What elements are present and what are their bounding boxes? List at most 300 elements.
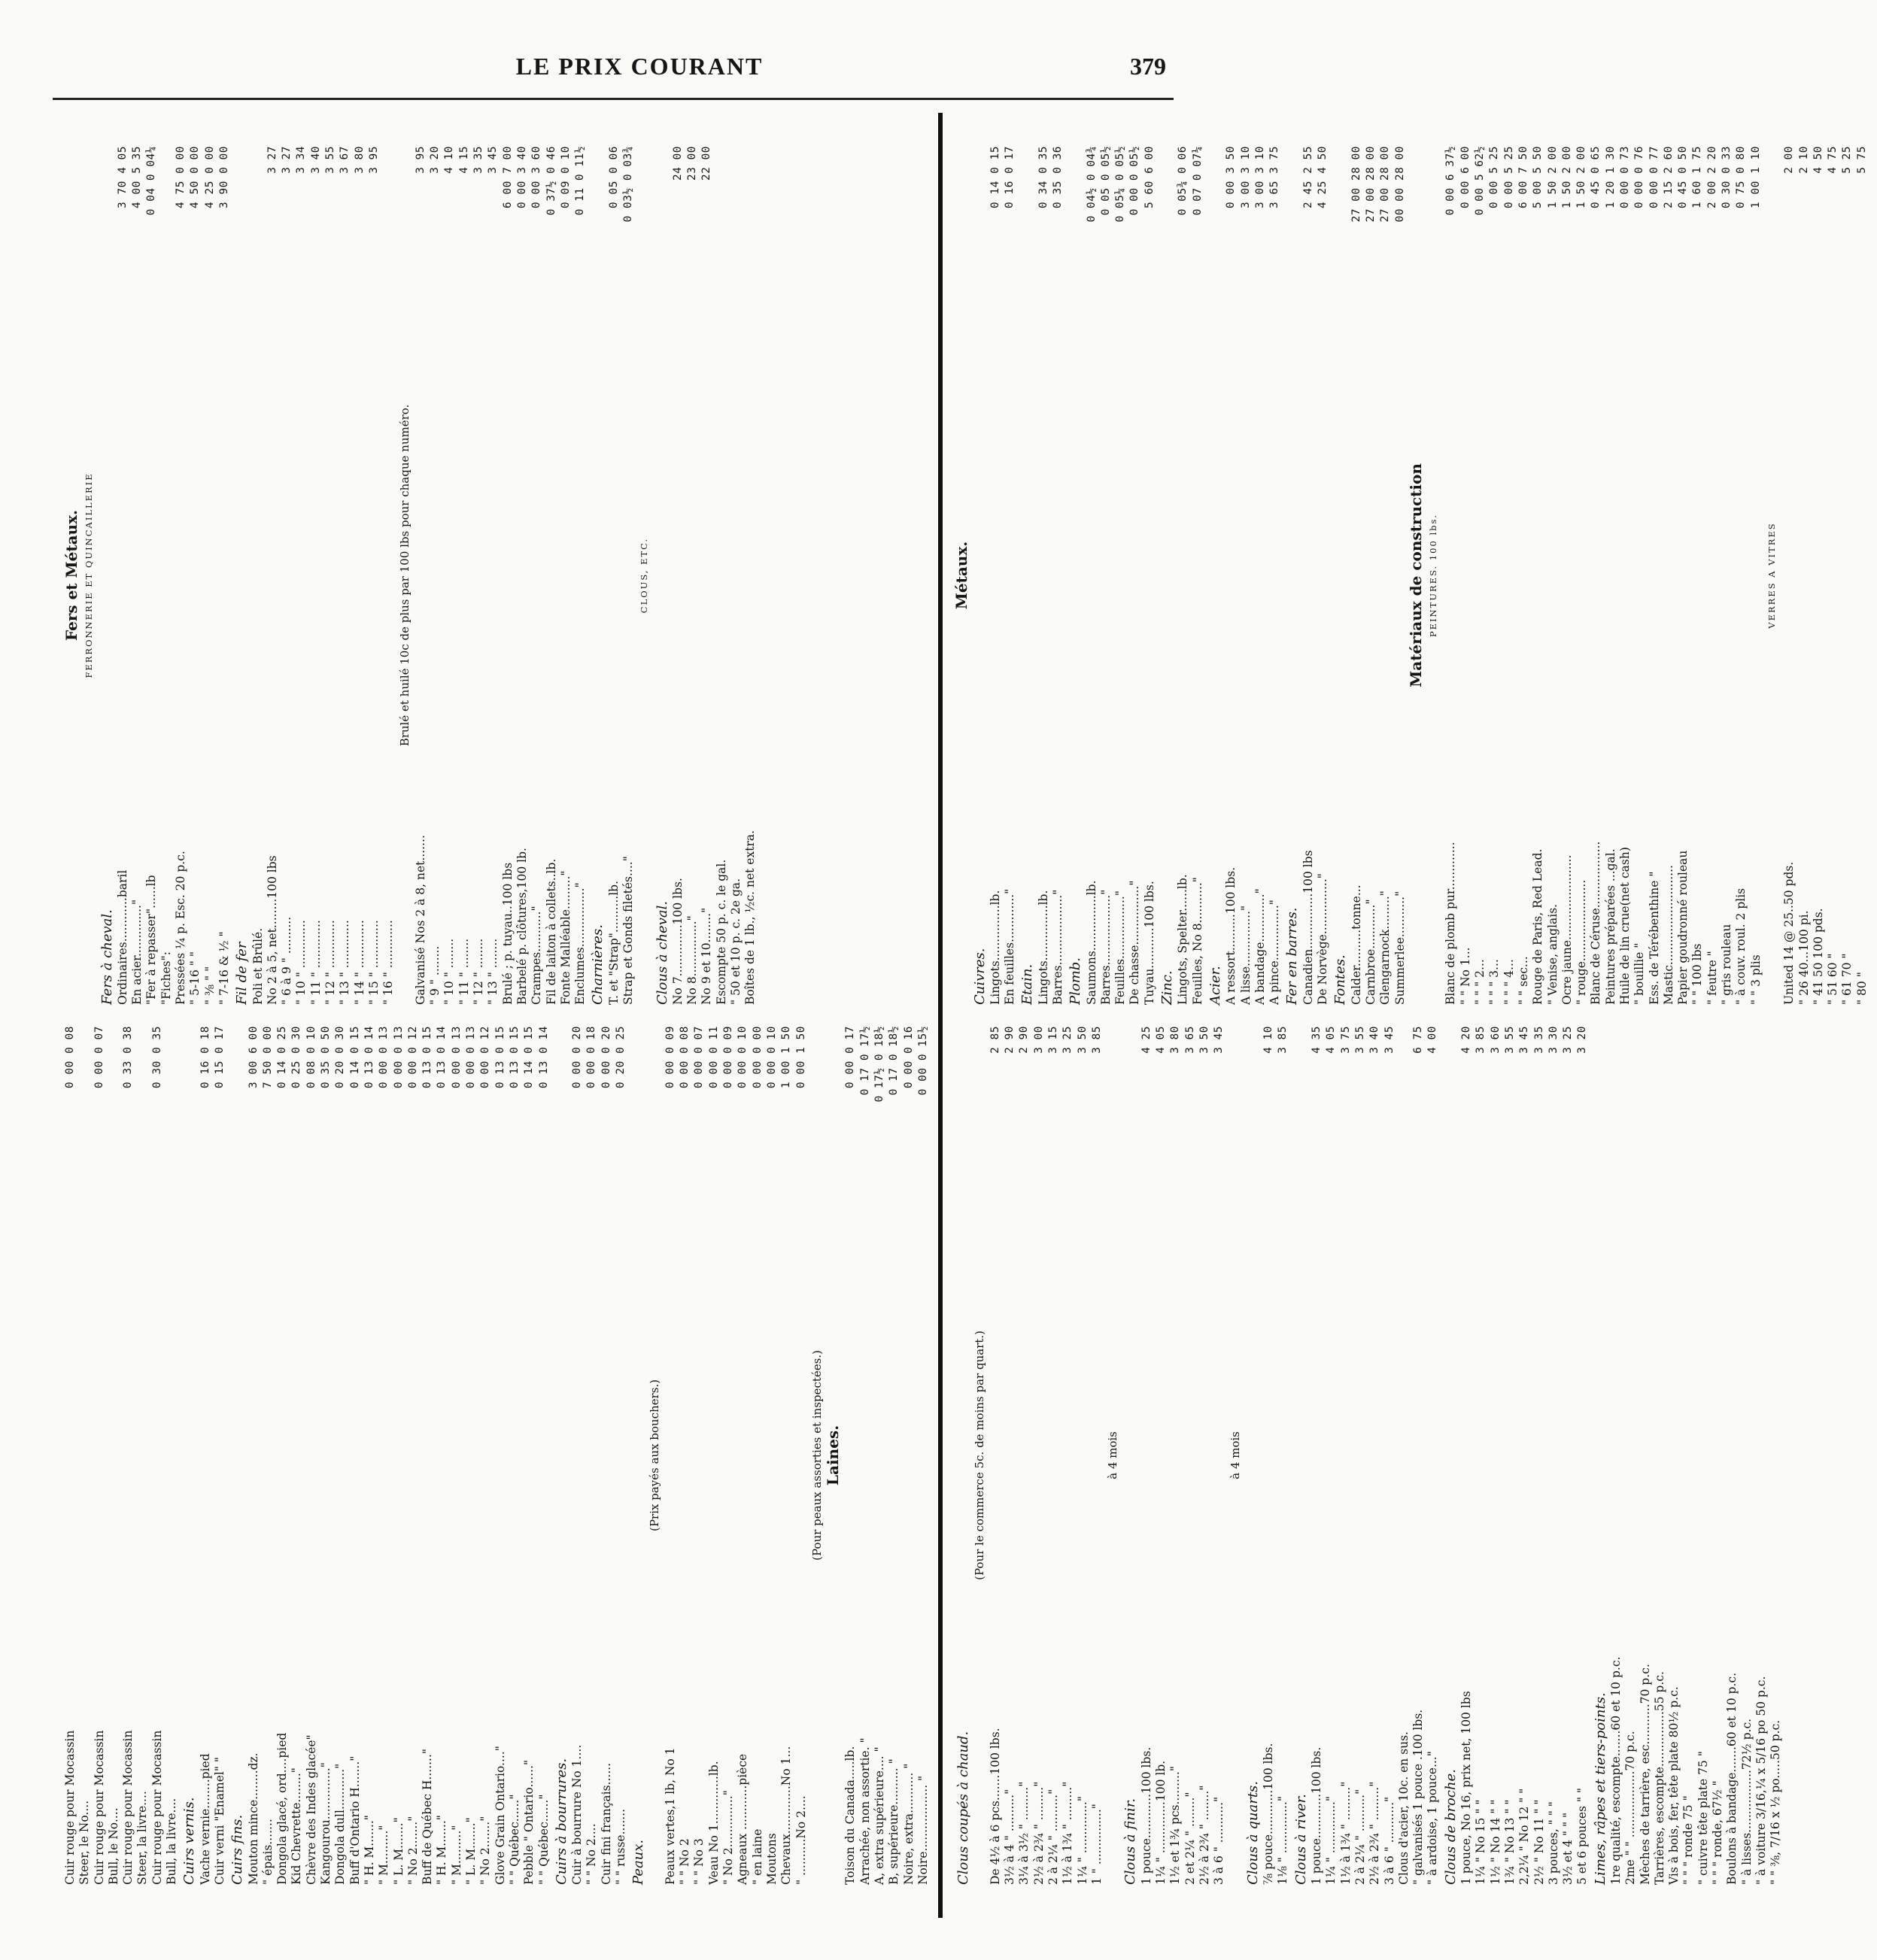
item-label: 2½ à 2¾ " ........." bbox=[1368, 1781, 1382, 1885]
table-band bbox=[943, 113, 1877, 1918]
category-heading: Fil de fer bbox=[234, 942, 251, 1005]
item-price: 0 14 0 15 bbox=[348, 1026, 361, 1089]
price-row bbox=[363, 1026, 377, 1885]
price-row bbox=[1734, 146, 1748, 1005]
table-band bbox=[53, 113, 938, 1918]
item-price: 1 60 1 75 bbox=[1691, 146, 1704, 209]
price-row bbox=[1826, 146, 1840, 1005]
item-label: " à couv. roul. 2 plis bbox=[1734, 887, 1748, 1005]
item-label: 3½ et 4 " " " bbox=[1561, 1812, 1575, 1885]
section-title: Matériaux de construction bbox=[1406, 463, 1425, 687]
item-price: 24 00 bbox=[671, 146, 684, 181]
item-label: De 4½ à 6 pcs.......100 lbs. bbox=[988, 1728, 1002, 1885]
item-price: 0 16 0 17 bbox=[1004, 146, 1016, 209]
item-label: " No 2......." bbox=[478, 1816, 493, 1885]
item-price: 3 80 bbox=[1169, 1026, 1182, 1054]
category-heading: Fer en barres. bbox=[1284, 907, 1301, 1005]
item-price: 0 37½ 0 46 bbox=[545, 146, 557, 216]
price-row bbox=[381, 146, 396, 1005]
price-row bbox=[1812, 146, 1826, 1005]
item-price: 0 00 0 08 bbox=[64, 1026, 76, 1089]
item-label: 1¼ " .............." bbox=[1075, 1796, 1089, 1885]
price-row bbox=[1623, 1026, 1638, 1885]
item-price: 2 10 bbox=[1797, 146, 1810, 174]
item-label: " 13 " ............. bbox=[338, 920, 352, 1005]
item-label: Tarrières, escompte...............55 p.c. bbox=[1652, 1671, 1666, 1885]
item-price: 3 95 bbox=[414, 146, 427, 174]
item-price: 0 00 0 10 bbox=[737, 1026, 749, 1089]
item-price: 0 14 0 15 bbox=[523, 1026, 536, 1089]
item-price: 0 05¾ 0 06 bbox=[1177, 146, 1189, 216]
price-row bbox=[478, 1026, 493, 1885]
item-label: 3 à 6 " ..........." bbox=[1212, 1796, 1226, 1885]
price-row bbox=[165, 1026, 179, 1885]
category-heading: Cuirs fins. bbox=[229, 1814, 246, 1885]
item-label: " 12 " ............. bbox=[323, 920, 338, 1005]
item-label: Boîtes de 1 lb., ½c. net extra. bbox=[743, 830, 758, 1005]
price-row bbox=[323, 146, 338, 1005]
item-label: Ordinaires............baril bbox=[115, 869, 129, 1005]
item-price: 6 75 bbox=[1412, 1026, 1425, 1054]
item-price: 3 30 bbox=[1547, 1026, 1560, 1054]
price-row bbox=[873, 1026, 887, 1885]
price-row bbox=[1301, 146, 1316, 1005]
item-price: 0 17 0 18½ bbox=[888, 1026, 901, 1096]
price-row bbox=[1085, 146, 1099, 1005]
item-price: 0 00 0 16 bbox=[902, 1026, 915, 1089]
item-price: 0 14 0 15 bbox=[989, 146, 1001, 209]
price-row bbox=[989, 1026, 1003, 1885]
price-row bbox=[989, 146, 1003, 1005]
item-label: " M........." bbox=[377, 1825, 391, 1885]
item-label: " M........." bbox=[449, 1825, 463, 1885]
item-label: " " No 2 bbox=[678, 1838, 692, 1885]
item-label: " " sec... bbox=[1516, 956, 1530, 1005]
item-price: 22 00 bbox=[700, 146, 713, 181]
price-row bbox=[1705, 146, 1720, 1005]
price-row bbox=[1639, 1026, 1653, 1885]
category-heading: Clous à river. bbox=[1292, 1794, 1309, 1885]
price-row bbox=[614, 1026, 628, 1885]
price-row bbox=[1459, 146, 1473, 1005]
item-label: Poli et Brûlé. bbox=[251, 927, 265, 1005]
price-row bbox=[1176, 146, 1190, 1005]
item-label: Escompte 50 p. c. le gal. bbox=[714, 859, 728, 1005]
category-heading: Fers à cheval. bbox=[99, 909, 115, 1005]
item-label: United 14 @ 25..50 pds. bbox=[1782, 861, 1797, 1005]
item-price: 1 00 1 50 bbox=[780, 1026, 793, 1089]
item-price: 3 70 4 05 bbox=[116, 146, 129, 209]
price-row bbox=[607, 146, 621, 1005]
price-row bbox=[1609, 1026, 1623, 1885]
price-row bbox=[707, 1026, 721, 1885]
price-row bbox=[1633, 146, 1647, 1005]
item-label: A pince..............." bbox=[1268, 900, 1282, 1005]
item-label: Lingots...............lb. bbox=[1036, 890, 1050, 1005]
price-row bbox=[1459, 1026, 1474, 1885]
item-price: 3 40 bbox=[309, 146, 322, 174]
item-price: 27 00 28 00 bbox=[1364, 146, 1377, 223]
item-label: 1⅛ " .............." bbox=[1276, 1796, 1290, 1885]
item-price: 4 25 4 50 bbox=[1317, 146, 1329, 209]
item-label: Feuilles, No 8..........." bbox=[1190, 877, 1204, 1005]
item-price: 3 20 bbox=[1576, 1026, 1589, 1054]
item-label: " 50 et 10 p. c. 2e ga. bbox=[729, 878, 743, 1005]
item-label: Barres..................." bbox=[1098, 889, 1113, 1005]
price-row bbox=[1353, 1026, 1368, 1885]
price-row bbox=[93, 1026, 107, 1885]
item-price: 1 50 2 00 bbox=[1575, 146, 1588, 209]
category-heading: Zinc. bbox=[1159, 970, 1176, 1005]
price-row bbox=[421, 1026, 435, 1885]
item-label: Fil de laiton à collets..lb. bbox=[544, 858, 558, 1005]
category-heading: Plomb. bbox=[1068, 957, 1084, 1005]
item-price: 5 75 bbox=[1855, 146, 1868, 174]
price-row bbox=[1517, 146, 1531, 1005]
price-row bbox=[1268, 146, 1282, 1005]
item-price: 0 00 3 50 bbox=[1225, 146, 1238, 209]
item-price: 3 00 3 10 bbox=[1239, 146, 1252, 209]
price-row bbox=[545, 146, 559, 1005]
item-price: 0 00 0 13 bbox=[378, 1026, 390, 1089]
price-row bbox=[348, 1026, 363, 1885]
category-heading: Clous à quarts. bbox=[1244, 1780, 1261, 1885]
item-price: 0 00 0 10 bbox=[765, 1026, 778, 1089]
section-title: Laines. bbox=[824, 1424, 843, 1486]
item-price: 3 75 bbox=[1339, 1026, 1352, 1054]
price-row bbox=[1855, 146, 1869, 1005]
price-row bbox=[247, 1026, 261, 1885]
item-label: Cuir à bourrure No 1.... bbox=[570, 1744, 585, 1885]
item-label: " 14 " ............. bbox=[352, 920, 366, 1005]
item-label: Glengarnock........." bbox=[1378, 890, 1393, 1005]
price-row bbox=[1310, 1026, 1324, 1885]
item-price: 0 13 0 14 bbox=[537, 1026, 550, 1089]
item-label: 2 à 2¼ " .........." bbox=[1046, 1789, 1060, 1885]
item-price: 4 10 bbox=[443, 146, 456, 174]
item-price: 3 25 bbox=[1562, 1026, 1575, 1054]
price-row bbox=[174, 146, 188, 1005]
item-price: 0 00 0 13 bbox=[465, 1026, 478, 1089]
item-label: Galvanisé Nos 2 à 8, net....... bbox=[413, 835, 427, 1005]
subsection-title: VERRES A VITRES bbox=[1766, 522, 1777, 629]
item-price: 3 55 bbox=[1503, 1026, 1516, 1054]
price-row bbox=[1782, 146, 1797, 1005]
item-label: No 8..............." bbox=[685, 915, 700, 1005]
item-label: Pebble " Ontario......" bbox=[522, 1759, 536, 1885]
price-row bbox=[1076, 1026, 1090, 1885]
price-row bbox=[1531, 146, 1545, 1005]
item-price: 3 45 bbox=[1518, 1026, 1531, 1054]
price-row bbox=[1662, 146, 1676, 1005]
price-row bbox=[1444, 146, 1458, 1005]
item-label: " " No 1... bbox=[1458, 947, 1472, 1005]
price-row bbox=[573, 146, 588, 1005]
price-row bbox=[251, 146, 266, 1005]
price-row bbox=[1575, 146, 1589, 1005]
item-label: " " No 2.... bbox=[585, 1823, 599, 1885]
price-row bbox=[1681, 1026, 1696, 1885]
item-label: 1 " ..............." bbox=[1089, 1804, 1104, 1885]
item-label: " " ⅜, 7/16 x ½ po.....50 p.c. bbox=[1769, 1719, 1783, 1885]
item-label: Noire, extra........... " bbox=[901, 1763, 916, 1885]
item-label: 3¼ à 3½ " ........." bbox=[1017, 1781, 1031, 1885]
price-row bbox=[1797, 146, 1812, 1005]
price-row bbox=[135, 1026, 150, 1885]
price-row bbox=[1168, 1026, 1183, 1885]
item-price: 0 13 0 15 bbox=[508, 1026, 521, 1089]
item-price: 3 25 bbox=[1062, 1026, 1074, 1054]
price-row bbox=[1502, 146, 1517, 1005]
price-row bbox=[1324, 1026, 1338, 1885]
item-price: 0 00 0 76 bbox=[1633, 146, 1646, 209]
item-price: 2 15 2 60 bbox=[1662, 146, 1675, 209]
price-row bbox=[309, 146, 323, 1005]
item-price: 3 15 bbox=[1047, 1026, 1059, 1054]
price-row bbox=[1183, 1026, 1198, 1885]
price-row bbox=[435, 1026, 449, 1885]
page-number: 379 bbox=[1130, 53, 1166, 80]
item-label: " " " 3... bbox=[1487, 959, 1502, 1005]
price-row bbox=[494, 1026, 508, 1885]
item-price: 0 35 0 36 bbox=[1052, 146, 1064, 209]
price-row bbox=[1489, 1026, 1503, 1885]
item-label: Crampes..........." bbox=[530, 906, 544, 1005]
item-label: " gris rouleau bbox=[1720, 924, 1734, 1005]
price-row bbox=[715, 146, 729, 1005]
item-price: 3 45 bbox=[1213, 1026, 1226, 1054]
item-label: " " " 4... bbox=[1502, 959, 1516, 1005]
category-heading: Clous coupés à chaud. bbox=[955, 1731, 972, 1885]
price-row bbox=[1017, 1026, 1031, 1885]
price-row bbox=[130, 146, 144, 1005]
category-heading: Cuirs à bourrures. bbox=[553, 1758, 569, 1885]
item-label: Bull, la livre.... bbox=[165, 1798, 179, 1885]
item-label: " H. M......." bbox=[362, 1815, 376, 1885]
item-price: 0 00 0 13 bbox=[392, 1026, 405, 1089]
price-row bbox=[1560, 146, 1575, 1005]
item-label: Boulons à bandage.......60 et 10 p.c. bbox=[1725, 1672, 1739, 1885]
price-row bbox=[217, 146, 232, 1005]
item-label: " No 2......." bbox=[405, 1816, 420, 1885]
item-label: A, extra supérieure.... " bbox=[873, 1746, 887, 1885]
price-row bbox=[121, 1026, 135, 1885]
price-row bbox=[1575, 1026, 1590, 1885]
item-price: 0 00 0 17 bbox=[844, 1026, 857, 1089]
price-row bbox=[537, 1026, 551, 1885]
item-price: 00 00 28 00 bbox=[1393, 146, 1406, 223]
item-price: 0 03½ 0 03¾ bbox=[621, 146, 634, 223]
item-label: Mèches de tarrière, esc...........70 p.c. bbox=[1638, 1664, 1652, 1885]
item-label: " 51 60 " bbox=[1826, 953, 1840, 1005]
item-price: 3 45 bbox=[1383, 1026, 1396, 1054]
price-row bbox=[1350, 146, 1364, 1005]
item-label: 2 à 2¼ " .........." bbox=[1353, 1789, 1367, 1885]
item-label: " 11 " ............. bbox=[308, 920, 323, 1005]
item-price: 3 55 bbox=[1353, 1026, 1366, 1054]
item-label: " 9 " ........ bbox=[428, 945, 442, 1005]
item-price: 0 00 0 12 bbox=[479, 1026, 492, 1089]
price-row bbox=[333, 1026, 348, 1885]
item-label: 2me " " ..................70 p.c. bbox=[1623, 1731, 1638, 1885]
item-label: 2½ " No 11 " " bbox=[1532, 1799, 1546, 1885]
item-label: Cuir rouge pour Mocassin bbox=[150, 1730, 164, 1885]
price-row bbox=[1667, 1026, 1681, 1885]
item-label: Steer, le No.... bbox=[77, 1800, 92, 1885]
item-label: 3½ à 4 " .........." bbox=[1003, 1789, 1017, 1885]
item-price: 0 00 5 25 bbox=[1502, 146, 1515, 209]
price-row bbox=[1061, 1026, 1075, 1885]
running-title: LE PRIX COURANT bbox=[515, 53, 764, 80]
price-row bbox=[442, 146, 457, 1005]
item-label: Peintures préparées ...gal. bbox=[1603, 848, 1617, 1005]
item-label: 2,2¼ " No 12 " " bbox=[1517, 1788, 1532, 1885]
price-row bbox=[1090, 1026, 1104, 1885]
item-price: 0 45 0 65 bbox=[1590, 146, 1602, 209]
item-price: 4 00 bbox=[1426, 1026, 1439, 1054]
item-label: 1 pouce............100 lbs. bbox=[1310, 1746, 1324, 1885]
section-title: Fers et Métaux. bbox=[62, 510, 80, 642]
item-price: 3 27 bbox=[281, 146, 293, 174]
item-price: 0 00 5 62½ bbox=[1474, 146, 1487, 216]
item-label: Huile de lin crue(net cash) bbox=[1617, 847, 1632, 1005]
item-price: 0 45 0 50 bbox=[1677, 146, 1690, 209]
note-text: Brulé et huilé 10c de plus par 100 lbs pour chaque numéro. bbox=[397, 404, 412, 747]
price-row bbox=[406, 1026, 421, 1885]
price-row bbox=[721, 1026, 736, 1885]
item-label: 3 à 6 " ..........." bbox=[1382, 1796, 1396, 1885]
item-price: 0 00 0 18 bbox=[585, 1026, 598, 1089]
item-price: 3 00 bbox=[1032, 1026, 1045, 1054]
item-price: 0 00 3 40 bbox=[515, 146, 528, 209]
note-text: (Prix payés aux bouchers.) bbox=[647, 1379, 661, 1532]
price-row bbox=[902, 1026, 916, 1885]
item-price: 3 60 bbox=[1489, 1026, 1502, 1054]
price-row bbox=[1143, 146, 1157, 1005]
item-label: " H. M......." bbox=[435, 1815, 449, 1885]
item-label: A lisse..............." bbox=[1238, 905, 1253, 1005]
price-row bbox=[1653, 1026, 1667, 1885]
item-price: 0 05 0 06 bbox=[607, 146, 620, 209]
item-label: Mastic........................... bbox=[1661, 865, 1675, 1005]
item-label: No 9 et 10........" bbox=[700, 907, 714, 1005]
price-row bbox=[765, 1026, 779, 1885]
item-price: 1 50 2 00 bbox=[1546, 146, 1559, 209]
item-label: Chevaux.............No 1... bbox=[779, 1746, 794, 1885]
price-row bbox=[213, 1026, 227, 1885]
item-price: 0 00 5 25 bbox=[1488, 146, 1501, 209]
price-row bbox=[1769, 1026, 1783, 1885]
price-row bbox=[1368, 1026, 1382, 1885]
item-label: En acier.............." bbox=[130, 899, 144, 1005]
price-row bbox=[678, 1026, 692, 1885]
item-label: " rouge...................... bbox=[1575, 879, 1589, 1005]
item-label: " bouillie " bbox=[1633, 942, 1647, 1005]
price-row bbox=[515, 146, 530, 1005]
price-row bbox=[367, 146, 381, 1005]
item-price: 3 90 0 00 bbox=[217, 146, 230, 209]
item-price: 4 50 bbox=[1812, 146, 1824, 174]
item-price: 0 09 0 10 bbox=[559, 146, 572, 209]
item-price: 0 20 0 25 bbox=[614, 1026, 627, 1089]
item-price: 0 00 3 60 bbox=[530, 146, 543, 209]
item-price: 3 34 bbox=[295, 146, 308, 174]
price-row bbox=[290, 1026, 304, 1885]
note-text: (Pour le commerce 5c. de moins par quart.) bbox=[972, 1330, 986, 1580]
item-label: Lingots...............lb. bbox=[988, 890, 1002, 1005]
price-row bbox=[1198, 1026, 1212, 1885]
item-label: " 7-16 & ½ " bbox=[217, 931, 231, 1005]
item-label: Canadien...............100 lbs bbox=[1301, 850, 1315, 1005]
item-label: ⅞ pouce............100 lbs. bbox=[1262, 1743, 1276, 1885]
item-label: "Fer à repasser"......lb bbox=[144, 875, 159, 1005]
price-row bbox=[1046, 1026, 1061, 1885]
item-price: 27 00 28 00 bbox=[1350, 146, 1362, 223]
item-label: Vis à bois, fer, tête plate 80½ p.c. bbox=[1667, 1686, 1681, 1885]
price-row bbox=[414, 146, 428, 1005]
category-heading: Charnières. bbox=[590, 924, 606, 1005]
price-row bbox=[1711, 1026, 1725, 1885]
item-label: Vache vernie........pied bbox=[198, 1753, 212, 1885]
price-row bbox=[843, 1026, 858, 1885]
category-heading: Etain. bbox=[1019, 963, 1036, 1005]
price-row bbox=[1517, 1026, 1532, 1885]
subsection-title: FERRONNERIE ET QUINCAILLERIE bbox=[84, 472, 95, 678]
item-label: Saumons...............lb. bbox=[1084, 880, 1098, 1005]
price-row bbox=[275, 1026, 290, 1885]
item-label: " à lisses.................72½ p.c. bbox=[1739, 1718, 1754, 1885]
item-price: 0 30 0 35 bbox=[150, 1026, 163, 1089]
item-price: 0 00 0 08 bbox=[679, 1026, 691, 1089]
price-row bbox=[1393, 146, 1408, 1005]
header-rule bbox=[53, 98, 1174, 100]
price-row bbox=[294, 146, 308, 1005]
item-label: Carnbroe............" bbox=[1363, 899, 1377, 1005]
price-row bbox=[1003, 1026, 1017, 1885]
item-price: 3 65 3 75 bbox=[1268, 146, 1281, 209]
item-label: 1½ et 1¾ pcs........." bbox=[1168, 1766, 1183, 1885]
price-row bbox=[107, 1026, 121, 1885]
table-bands bbox=[53, 113, 1869, 1918]
item-price: 0 00 0 13 bbox=[450, 1026, 463, 1089]
item-price: 4 05 bbox=[1155, 1026, 1168, 1054]
item-label: 2½ à 2¾ " ........" bbox=[1197, 1785, 1211, 1885]
price-row bbox=[1099, 146, 1113, 1005]
item-price: 4 75 0 00 bbox=[175, 146, 187, 209]
price-row bbox=[377, 1026, 391, 1885]
price-row bbox=[1051, 146, 1065, 1005]
item-label: " galvanisés 1 pouce .100 lbs. bbox=[1411, 1709, 1426, 1885]
item-price: 3 85 bbox=[1475, 1026, 1487, 1054]
item-label: 1 pouce............100 lbs. bbox=[1139, 1746, 1153, 1885]
item-price: 3 45 bbox=[487, 146, 500, 174]
item-price: 4 15 bbox=[457, 146, 470, 174]
price-row bbox=[319, 1026, 333, 1885]
item-price: 3 65 bbox=[1183, 1026, 1196, 1054]
subsection-title: PEINTURES. 100 lbs. bbox=[1428, 513, 1439, 638]
item-label: Chèvre des Indes glacée" bbox=[304, 1734, 318, 1885]
page-header bbox=[53, 45, 1174, 105]
item-price: 0 00 0 05½ bbox=[1128, 146, 1141, 216]
price-row bbox=[1487, 146, 1502, 1005]
item-price: 3 80 bbox=[353, 146, 366, 174]
price-row bbox=[1239, 146, 1253, 1005]
item-label: 1re qualité, escompte.......60 et 10 p.c. bbox=[1608, 1656, 1623, 1885]
item-label: Barbelé p. clôtures,100 lb. bbox=[515, 848, 529, 1005]
item-price: 2 90 bbox=[1018, 1026, 1031, 1054]
price-row bbox=[266, 146, 280, 1005]
item-label: " 10 " ............. bbox=[294, 920, 308, 1005]
